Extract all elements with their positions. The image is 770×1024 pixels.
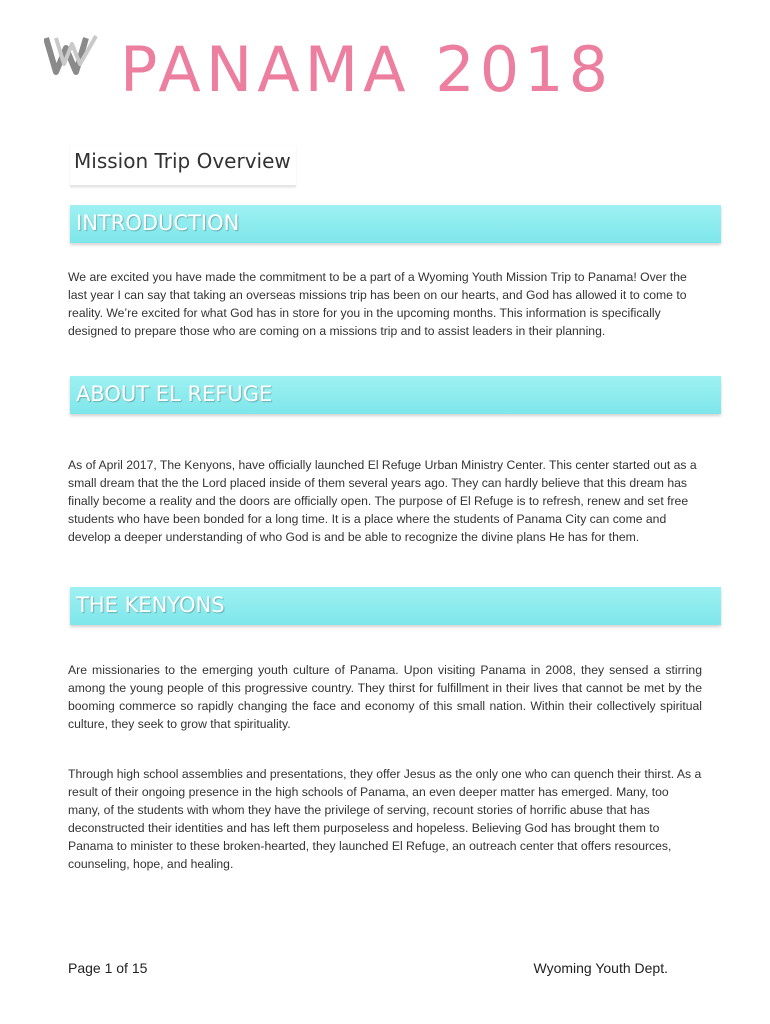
- section-heading: INTRODUCTION: [76, 211, 240, 235]
- subtitle-box: [70, 145, 296, 187]
- footer-org: Wyoming Youth Dept.: [533, 960, 668, 976]
- subtitle: Mission Trip Overview: [74, 149, 291, 173]
- kenyons-paragraph-2: Through high school assemblies and presentations, they offer Jesus as the only one who can quench their thirst. As a result of their ongoing presence in the high schools of Panama, an even deeper matter has emerged. Many, too many, of the students with whom they have the privilege of serving, recount stories of horrific abuse that has deconstructed their identities and has left them purposeless and hopeless. Believing God has brought them to Panama to minister to these broken-hearted, they launched El Refuge, an outreach center that offers resources, counseling, hope, and healing.: [68, 767, 702, 871]
- section-header-about: [70, 376, 721, 414]
- introduction-paragraph: We are excited you have made the commitment to be a part of a Wyoming Youth Mission Trip to Panama! Over the last year I can say that taking an overseas missions trip has been on our hearts, and God has allowed it to come to reality. We’re excited for what God has in store for you in the upcoming months. This information is specifically designed to prepare those who are coming on a missions trip and to assist leaders in their planning.: [68, 270, 687, 338]
- section-header-introduction: [70, 205, 721, 243]
- w-logo-icon: [44, 34, 100, 78]
- about-paragraph: As of April 2017, The Kenyons, have officially launched El Refuge Urban Ministry Center. This center started out as a small dream that the the Lord placed inside of them several years ago. They can hardly believe that this dream has finally become a reality and the doors are officially open. The purpose of El Refuge is to refresh, renew and set free students who have been bonded for a long time. It is a place where the students of Panama City can come and develop a deeper understanding of who God is and be able to recognize the divine plans He has for them.: [68, 458, 697, 544]
- section-heading: ABOUT EL REFUGE: [76, 382, 273, 406]
- kenyons-paragraph-1: Are missionaries to the emerging youth culture of Panama. Upon visiting Panama in 2008, they sensed a stirring among the young people of this progressive country. They thirst for fulfillment in their lives that cannot be met by the booming commerce so rapidly changing the face and economy of this small nation. Within their collectively spiritual culture, they seek to grow that spirituality.: [68, 663, 702, 731]
- section-heading: THE KENYONS: [76, 593, 225, 617]
- section-header-kenyons: [70, 587, 721, 625]
- page-title: PANAMA 2018: [120, 33, 614, 106]
- page-number: Page 1 of 15: [68, 960, 148, 976]
